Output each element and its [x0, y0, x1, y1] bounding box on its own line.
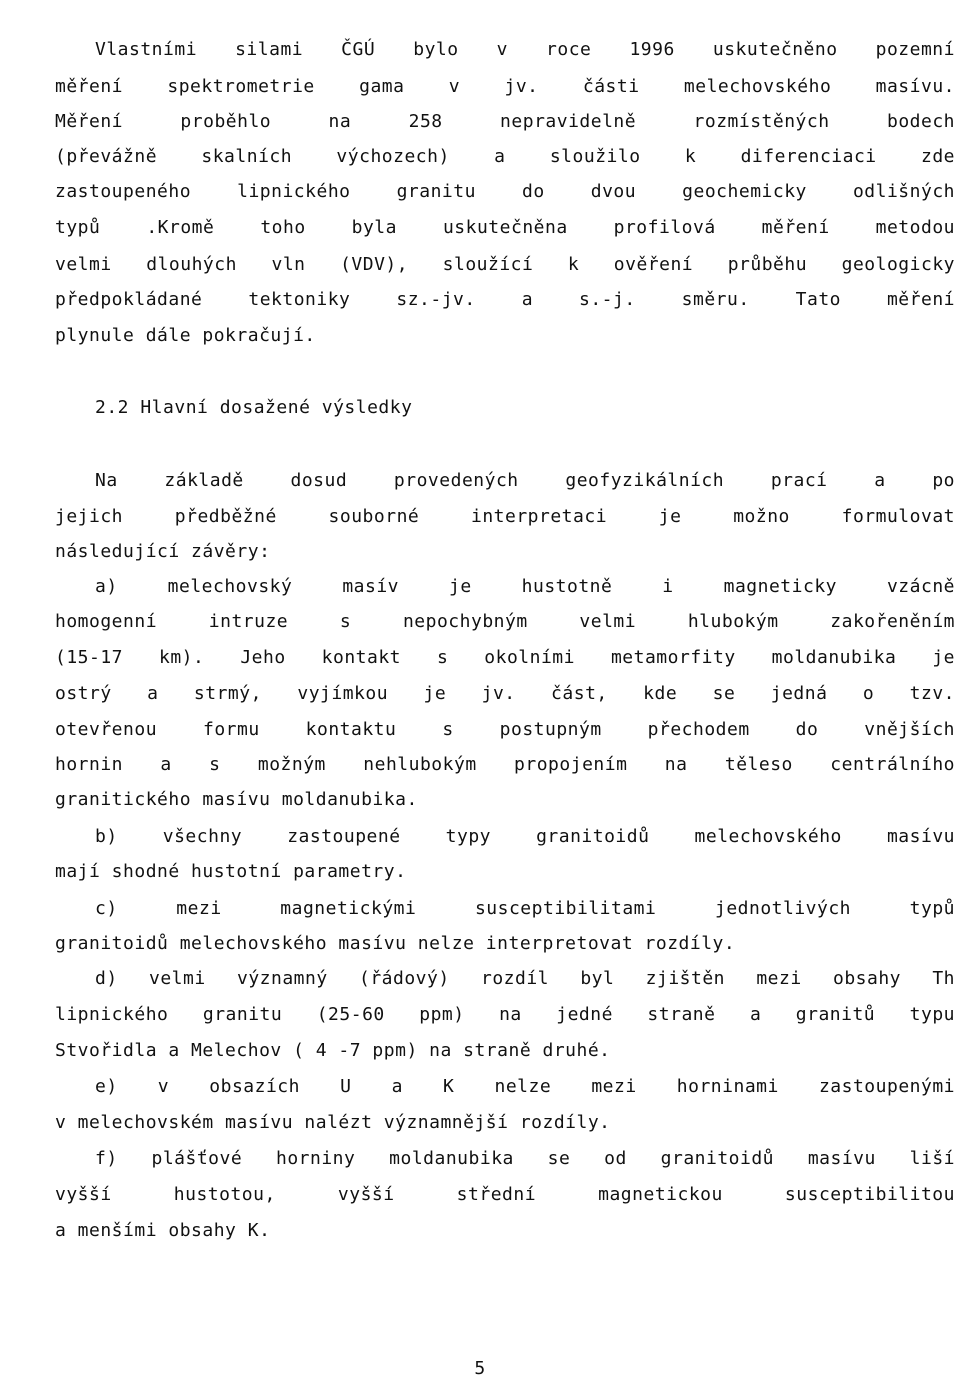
- text-line: a menšími obsahy K.: [55, 1220, 271, 1241]
- text-line: velmi dlouhých vln (VDV), sloužící k ověření průběhu geologicky: [55, 254, 955, 275]
- text-line: lipnického granitu (25-60 ppm) na jedné straně a granitů typu: [55, 1004, 955, 1025]
- text-line: hornin a s možným nehlubokým propojením na těleso centrálního: [55, 754, 955, 775]
- text-line: Vlastními silami ČGÚ bylo v roce 1996 uskutečněno pozemní: [95, 39, 955, 60]
- text-line: Stvořidla a Melechov ( 4 -7 ppm) na straně druhé.: [55, 1040, 611, 1061]
- text-line: Na základě dosud provedených geofyzikálních prací a po: [95, 470, 955, 491]
- text-line: granitického masívu moldanubika.: [55, 789, 418, 810]
- text-line: Měření proběhlo na 258 nepravidelně rozmístěných bodech: [55, 111, 955, 132]
- text-line: následující závěry:: [55, 541, 271, 562]
- text-line: měření spektrometrie gama v jv. části melechovského masívu.: [55, 76, 955, 97]
- text-line: v melechovském masívu nalézt významnější rozdíly.: [55, 1112, 611, 1133]
- section-heading: 2.2 Hlavní dosažené výsledky: [95, 397, 413, 418]
- list-item-f: f) plášťové horniny moldanubika se od granitoidů masívu liší: [95, 1148, 955, 1169]
- list-item-a: a) melechovský masív je hustotně i magneticky vzácně: [95, 576, 955, 597]
- text-line: předpokládané tektoniky sz.-jv. a s.-j. směru. Tato měření: [55, 289, 955, 310]
- text-line: granitoidů melechovského masívu nelze interpretovat rozdíly.: [55, 933, 736, 954]
- text-line: vyšší hustotou, vyšší střední magnetickou susceptibilitou: [55, 1184, 955, 1205]
- text-line: jejich předběžné souborné interpretaci je možno formulovat: [55, 506, 955, 527]
- text-line: mají shodné hustotní parametry.: [55, 861, 407, 882]
- text-line: (převážně skalních výchozech) a sloužilo k diferenciaci zde: [55, 146, 955, 167]
- text-line: zastoupeného lipnického granitu do dvou geochemicky odlišných: [55, 181, 955, 202]
- list-item-c: c) mezi magnetickými susceptibilitami jednotlivých typů: [95, 898, 955, 919]
- text-line: otevřenou formu kontaktu s postupným přechodem do vnějších: [55, 719, 955, 740]
- list-item-e: e) v obsazích U a K nelze mezi horninami zastoupenými: [95, 1076, 955, 1097]
- text-line: plynule dále pokračují.: [55, 325, 316, 346]
- text-line: (15-17 km). Jeho kontakt s okolními metamorfity moldanubika je: [55, 647, 955, 668]
- page-number: 5: [474, 1358, 486, 1379]
- text-line: typů .Kromě toho byla uskutečněna profilová měření metodou: [55, 217, 955, 238]
- list-item-b: b) všechny zastoupené typy granitoidů melechovského masívu: [95, 826, 955, 847]
- text-line: ostrý a strmý, vyjímkou je jv. část, kde se jedná o tzv.: [55, 683, 955, 704]
- text-line: homogenní intruze s nepochybným velmi hlubokým zakořeněním: [55, 611, 955, 632]
- list-item-d: d) velmi významný (řádový) rozdíl byl zjištěn mezi obsahy Th: [95, 968, 955, 989]
